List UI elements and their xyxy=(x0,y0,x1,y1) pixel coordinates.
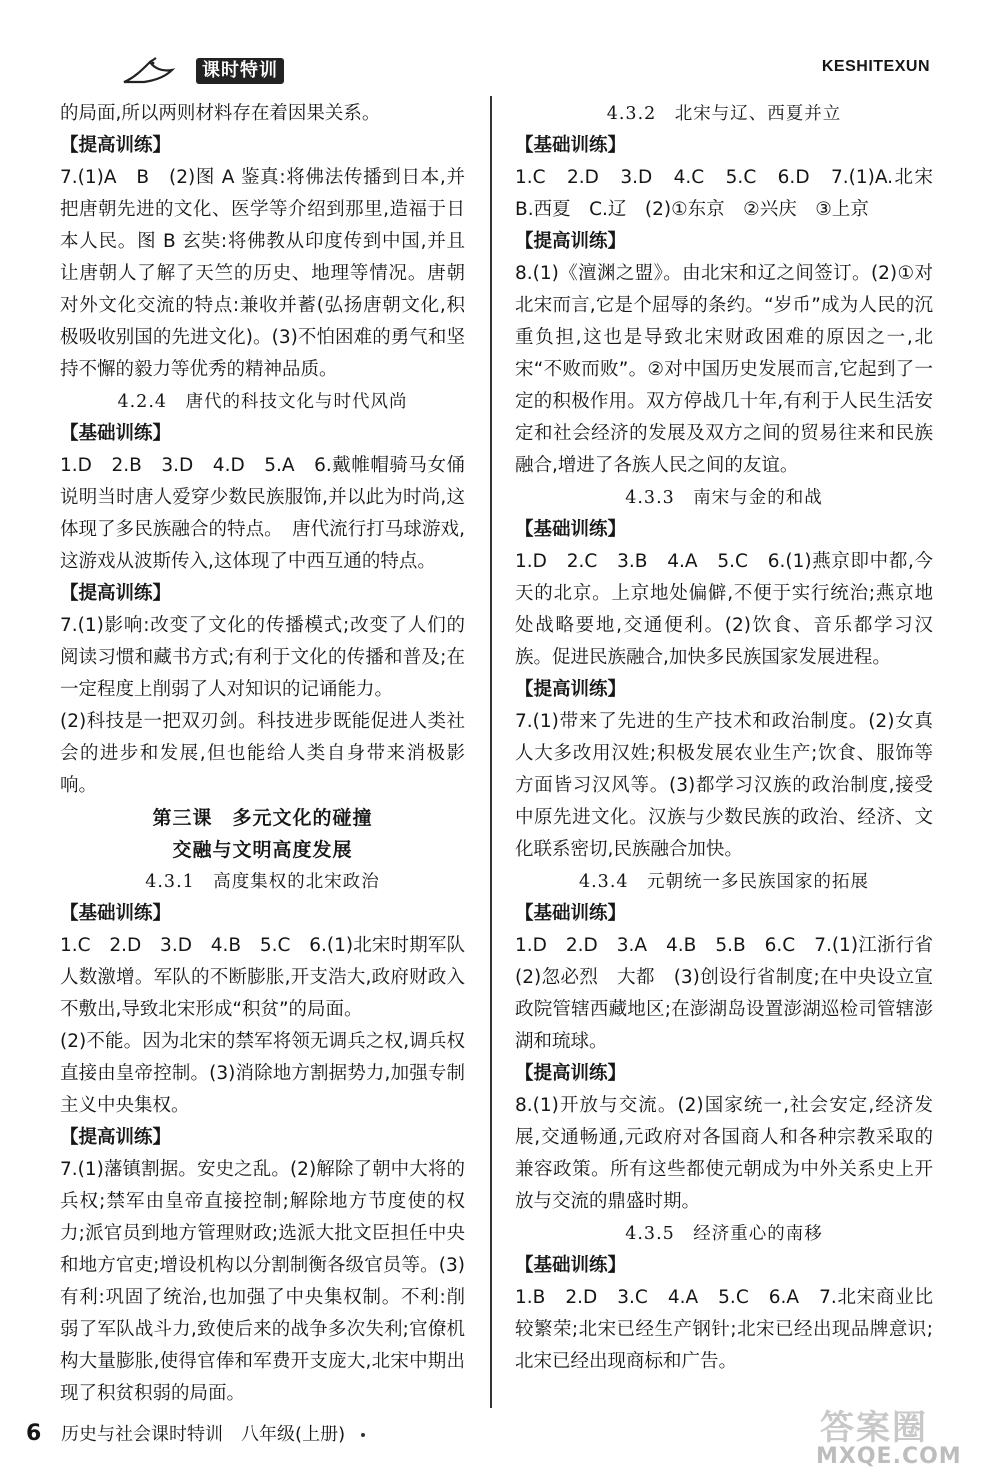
lesson-title: 交融与文明高度发展 xyxy=(172,839,353,861)
section-title: 4.3.1 高度集权的北宋政治 xyxy=(145,872,380,892)
right-column xyxy=(515,98,952,1378)
footer-dot-icon xyxy=(361,1433,365,1437)
answer-paragraph: 1.C 2.D 3.D 4.B 5.C 6.(1)北宋时期军队人数激增。军队的不断膨胀,开支浩大,政府财政入不敷出,导致北宋形成“积贫”的局面。 xyxy=(60,935,465,1020)
section-title: 4.3.4 元朝统一多民族国家的拓展 xyxy=(578,872,870,892)
answer-paragraph: 8.(1)《澶渊之盟》。由北宋和辽之间签订。(2)①对北宋而言,它是个屈辱的条约。“岁币”成为人民的沉重负担,这也是导致北宋财政困难的原因之一,北宋“不败而败”。②对中国历史发展而言,它起到了一定的积极作用。双方停战几十年,有利于人民生活安定和社会经济的发展及双方之间的贸易往来和民族融合,增进了各族人民之间的友谊。 xyxy=(515,263,933,476)
exercise-tag: 【基础训练】 xyxy=(515,135,627,156)
page-number: 6 xyxy=(26,1421,42,1446)
section-title: 4.2.4 唐代的科技文化与时代风尚 xyxy=(117,392,408,412)
logo-text: 课时特训 xyxy=(196,58,284,84)
column-divider xyxy=(490,96,492,1408)
header-brand-text: KESHITEXUN xyxy=(821,58,930,75)
exercise-tag: 【基础训练】 xyxy=(515,519,627,540)
section-title: 4.3.5 经济重心的南移 xyxy=(625,1224,823,1244)
answer-paragraph: 1.C 2.D 3.D 4.C 5.C 6.D 7.(1)A.北宋 B.西夏 C.辽 (2)①东京 ②兴庆 ③上京 xyxy=(515,167,952,220)
answer-paragraph: 7.(1)带来了先进的生产技术和政治制度。(2)女真人大多改用汉姓;积极发展农业生产;饮食、服饰等方面皆习汉风等。(3)都学习汉族的政治制度,接受中原先进文化。汉族与少数民族的政治、经济、文化联系密切,民族融合加快。 xyxy=(515,711,933,860)
answer-paragraph: 的局面,所以两则材料存在着因果关系。 xyxy=(60,103,381,124)
answer-paragraph: 1.D 2.C 3.B 4.A 5.C 6.(1)燕京即中都,今天的北京。上京地处偏僻,不便于实行统治;燕京地处战略要地,交通便利。(2)饮食、音乐都学习汉族。促进民族融合,加快多民族国家发展进程。 xyxy=(515,551,933,668)
answer-paragraph: 1.B 2.D 3.C 4.A 5.C 6.A 7.北宋商业比较繁荣;北宋已经生产钢针;北宋已经出现品牌意识;北宋已经出现商标和广告。 xyxy=(515,1287,933,1372)
exercise-tag: 【提高训练】 xyxy=(515,679,627,700)
answer-paragraph: 7.(1)藩镇割据。安史之乱。(2)解除了朝中大将的兵权;禁军由皇帝直接控制;解除地方节度使的权力;派官员到地方管理财政;选派大批文臣担任中央和地方官吏;增设机构以分割制衡各级官员等。(3)有利:巩固了统治,也加强了中央集权制。不利:削弱了军队战斗力,致使后来的战争多次失利;官僚机构大量膨胀,使得官俸和军费开支庞大,北宋中期出现了积贫积弱的局面。 xyxy=(60,1159,465,1404)
exercise-tag: 【基础训练】 xyxy=(60,903,172,924)
book-title: 历史与社会课时特训 八年级(上册) xyxy=(61,1424,346,1445)
watermark-main: 答案圈 xyxy=(820,1408,928,1448)
exercise-tag: 【基础训练】 xyxy=(515,903,627,924)
answer-paragraph: (2)不能。因为北宋的禁军将领无调兵之权,调兵权直接由皇帝控制。(3)消除地方割据势力,加强专制主义中央集权。 xyxy=(60,1031,465,1116)
exercise-tag: 【基础训练】 xyxy=(60,423,172,444)
lesson-title: 第三课 多元文化的碰撞 xyxy=(152,807,373,829)
answer-paragraph: 7.(1)影响:改变了文化的传播模式;改变了人们的阅读习惯和藏书方式;有利于文化的传播和普及;在一定程度上削弱了人对知识的记诵能力。 xyxy=(60,615,465,700)
exercise-tag: 【基础训练】 xyxy=(515,1255,627,1276)
answer-paragraph: 8.(1)开放与交流。(2)国家统一,社会安定,经济发展,交通畅通,元政府对各国商人和各种宗教采取的兼容政策。所有这些都使元朝成为中外关系史上开放与交流的鼎盛时期。 xyxy=(515,1095,933,1212)
exercise-tag: 【提高训练】 xyxy=(60,1127,172,1148)
exercise-tag: 【提高训练】 xyxy=(515,1063,627,1084)
header-logo xyxy=(58,52,288,90)
left-column xyxy=(60,98,465,1410)
bird-logo-icon xyxy=(120,56,190,86)
answer-paragraph: 1.D 2.B 3.D 4.D 5.A 6.戴帷帽骑马女俑说明当时唐人爱穿少数民族服饰,并以此为时尚,这体现了多民族融合的特点。 唐代流行打马球游戏,这游戏从波斯传入,这体现了中西互通的特点。 xyxy=(60,455,465,572)
answer-paragraph: (2)科技是一把双刃剑。科技进步既能促进人类社会的进步和发展,但也能给人类自身带来消极影响。 xyxy=(60,711,465,796)
exercise-tag: 【提高训练】 xyxy=(60,583,172,604)
answer-paragraph: 1.D 2.D 3.A 4.B 5.B 6.C 7.(1)江浙行省 (2)忽必烈 大都 (3)创设行省制度;在中央设立宣政院管辖西藏地区;在澎湖岛设置澎湖巡检司管辖澎湖和琉球。 xyxy=(515,935,952,1052)
watermark-url: MXQE.COM xyxy=(816,1444,962,1469)
watermark xyxy=(812,1398,982,1474)
section-title: 4.3.3 南宋与金的和战 xyxy=(625,488,823,508)
exercise-tag: 【提高训练】 xyxy=(60,135,172,156)
page-footer xyxy=(26,1420,365,1446)
section-title: 4.3.2 北宋与辽、西夏并立 xyxy=(606,104,842,124)
exercise-tag: 【提高训练】 xyxy=(515,231,627,252)
answer-paragraph: 7.(1)A B (2)图 A 鉴真:将佛法传播到日本,并把唐朝先进的文化、医学等介绍到那里,造福于日本人民。图 B 玄奘:将佛教从印度传到中国,并且让唐朝人了解了天竺的历史、地理等情况。唐朝对外文化交流的特点:兼收并蓄(弘扬唐朝文化,积极吸收别国的先进文化)。(3)不怕困难的勇气和坚持不懈的毅力等优秀的精神品质。 xyxy=(60,167,465,380)
